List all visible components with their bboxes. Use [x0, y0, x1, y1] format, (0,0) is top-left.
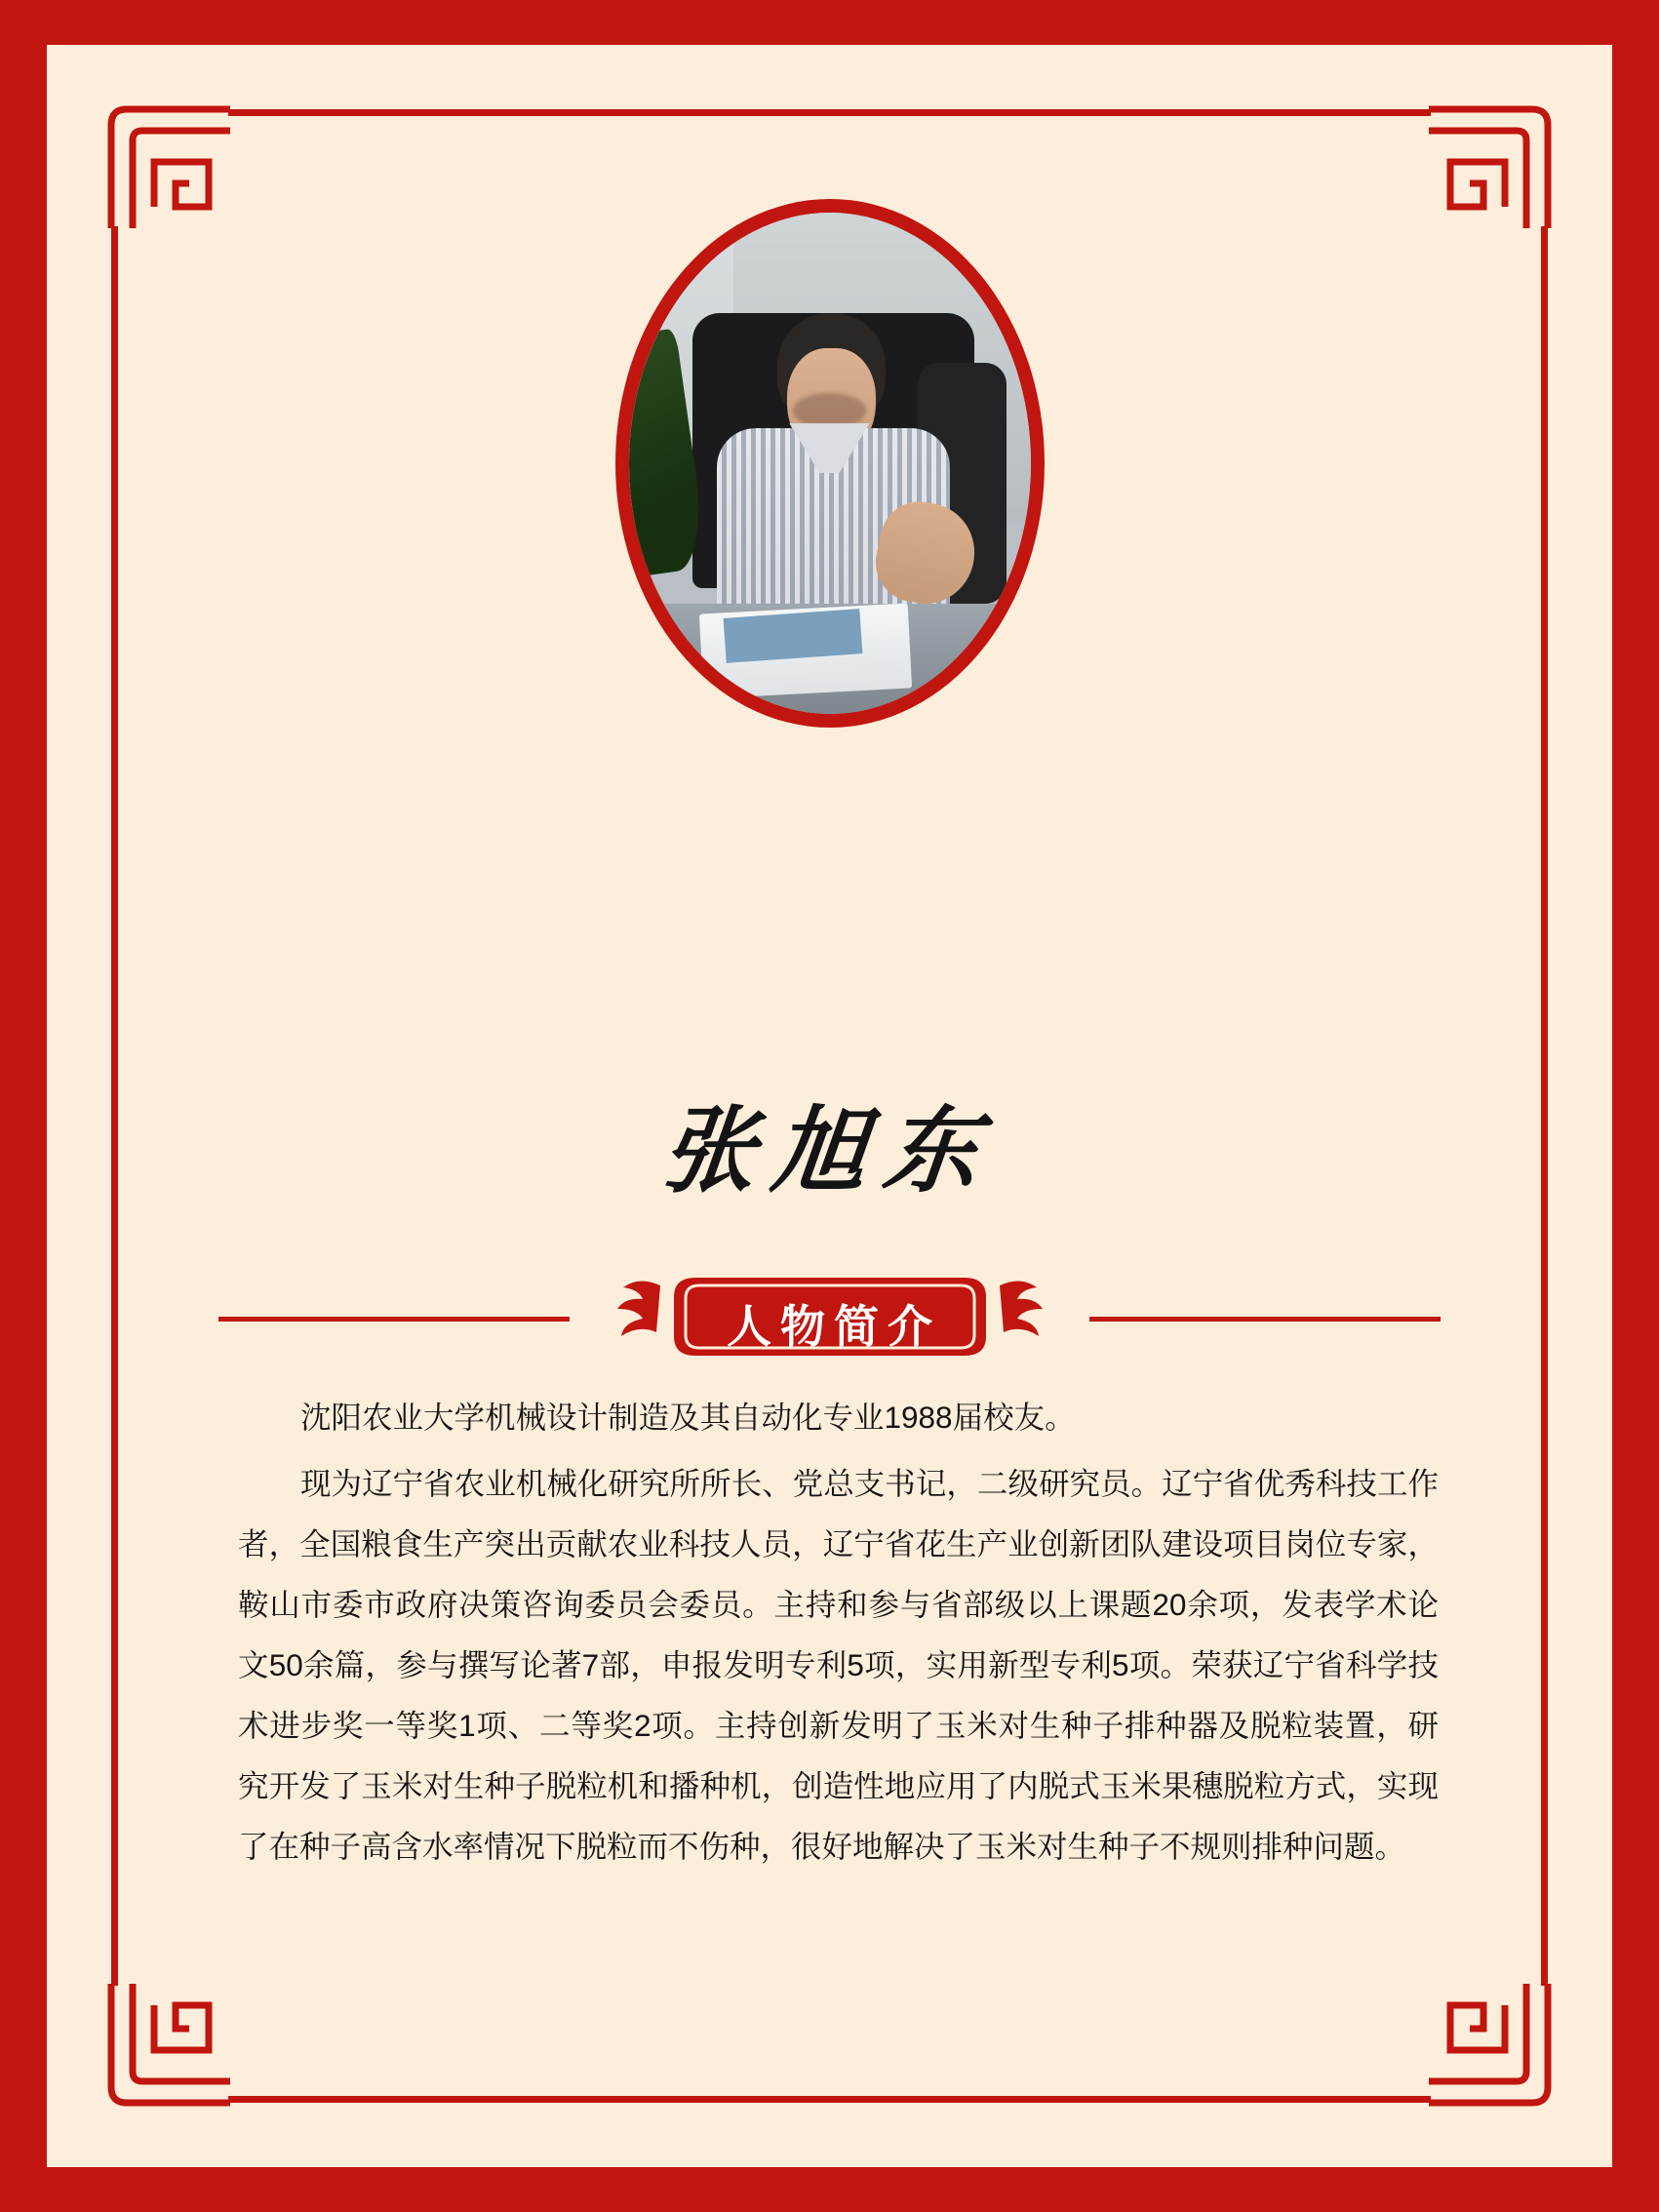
poster-panel [47, 45, 1612, 2167]
bio-paragraph-1: 沈阳农业大学机械设计制造及其自动化专业1988届校友。 [300, 1400, 1076, 1435]
section-title: 人物简介 [727, 1302, 941, 1352]
biography [238, 1387, 1439, 1882]
section-banner [602, 1272, 1058, 1362]
portrait-photo-content [629, 213, 1031, 714]
section-banner-row [203, 1272, 1456, 1362]
banner-rule-right [1089, 1317, 1441, 1322]
portrait-photo [629, 213, 1031, 714]
person-name: 张旭东 [656, 1099, 1002, 1204]
portrait [615, 199, 1045, 728]
corner-ornament-top-left [107, 105, 234, 232]
frame-edge-top [228, 109, 1431, 116]
frame-edge-bottom [228, 2096, 1431, 2103]
corner-ornament-bottom-left [107, 1980, 234, 2107]
banner-rule-left [218, 1317, 570, 1322]
corner-ornament-top-right [1425, 105, 1552, 232]
corner-ornament-bottom-right [1425, 1980, 1552, 2107]
bio-paragraph-2: 现为辽宁省农业机械化研究所所长、党总支书记，二级研究员。辽宁省优秀科技工作者，全国粮食生产突出贡献农业科技人员，辽宁省花生产业创新团队建设项目岗位专家，鞍山市委市政府决策咨询委员会委员。主持和参与省部级以上课题20余项，发表学术论文50余篇，参与撰写论著7部，申报发明专利5项，实用新型专利5项。荣获辽宁省科学技术进步奖一等奖1项、二等奖2项。主持创新发明了玉米对生种子排种器及脱粒装置，研究开发了玉米对生种子脱粒机和播种机，创造性地应用了内脱式玉米果穗脱粒方式，实现了在种子高含水率情况下脱粒而不伤种，很好地解决了玉米对生种子不规则排种问题。 [238, 1466, 1439, 1864]
